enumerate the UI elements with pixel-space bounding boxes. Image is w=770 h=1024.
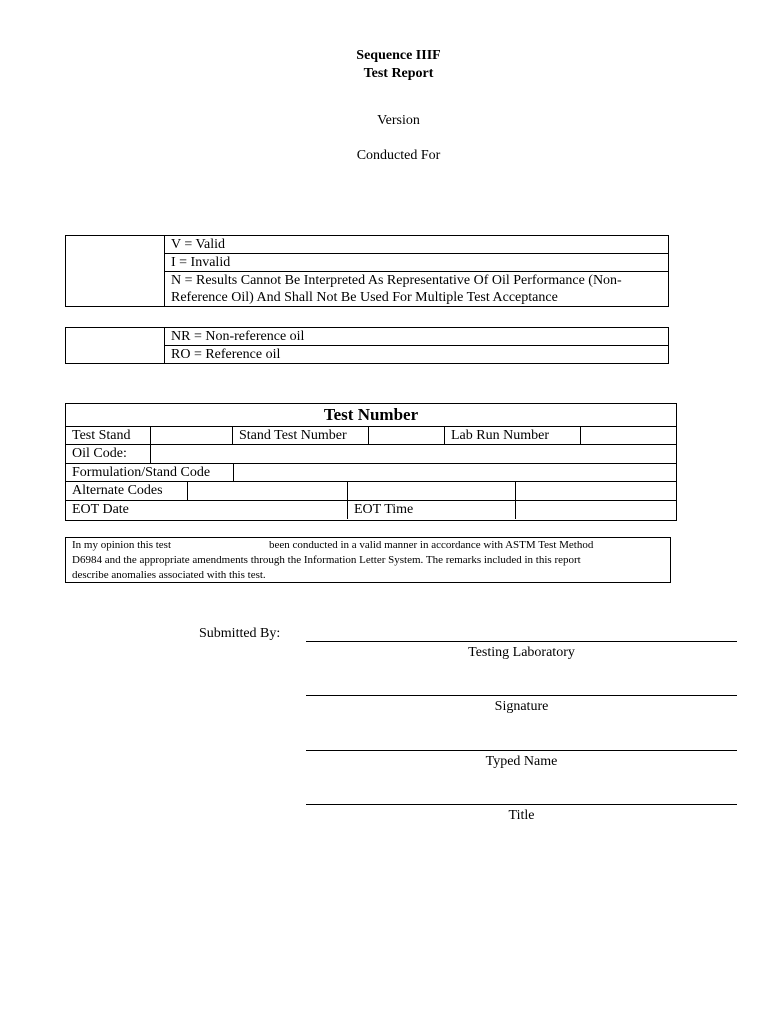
alternate-code-field-2[interactable] xyxy=(347,482,515,500)
eot-row xyxy=(66,500,676,519)
lab-run-number-label: Lab Run Number xyxy=(444,427,580,445)
stand-test-number-label: Stand Test Number xyxy=(232,427,368,445)
alternate-codes-row xyxy=(66,481,676,500)
alternate-codes-label: Alternate Codes xyxy=(72,483,163,498)
oil-type-legend-table xyxy=(65,327,669,364)
test-stand-row xyxy=(66,426,676,445)
formulation-stand-code-label: Formulation/Stand Code xyxy=(72,465,211,480)
testing-laboratory-line[interactable] xyxy=(306,641,737,642)
alternate-code-field-1[interactable] xyxy=(187,482,347,500)
legend-valid: V = Valid xyxy=(165,236,669,254)
typed-name-label: Typed Name xyxy=(485,754,558,769)
legend-non-interpretable xyxy=(165,272,669,307)
legend-blank-cell xyxy=(66,236,165,307)
version-label: Version xyxy=(377,113,420,128)
oil-code-field[interactable] xyxy=(150,445,676,463)
opinion-line3: describe anomalies associated with this test. xyxy=(72,569,266,581)
eot-date-label: EOT Date xyxy=(72,502,129,517)
test-number-heading: Test Number xyxy=(323,405,419,424)
oil-code-label: Oil Code: xyxy=(72,446,127,461)
formulation-stand-code-field[interactable] xyxy=(233,464,676,482)
oil-code-row xyxy=(66,444,676,463)
eot-date-field[interactable] xyxy=(187,501,347,519)
submitted-by-label: Submitted By: xyxy=(199,626,281,641)
opinion-line2: D6984 and the appropriate amendments through the Information Letter System. The remarks included in this report xyxy=(72,554,581,566)
eot-time-label: EOT Time xyxy=(347,501,515,519)
test-number-box xyxy=(65,403,677,521)
conducted-for-label: Conducted For xyxy=(356,148,441,163)
report-title-line1: Sequence IIIF xyxy=(356,48,441,63)
test-stand-field[interactable] xyxy=(150,427,232,445)
title-line[interactable] xyxy=(306,804,737,805)
legend-n-line1: N = Results Cannot Be Interpreted As Representative Of Oil Performance (Non- xyxy=(171,273,622,288)
lab-run-number-field[interactable] xyxy=(580,427,676,445)
stand-test-number-field[interactable] xyxy=(368,427,444,445)
eot-time-field[interactable] xyxy=(515,501,676,519)
testing-laboratory-label: Testing Laboratory xyxy=(468,645,575,660)
legend-blank-cell xyxy=(66,328,165,364)
opinion-statement-box xyxy=(65,537,671,583)
alternate-code-field-3[interactable] xyxy=(515,482,676,500)
signature-label: Signature xyxy=(494,699,549,714)
title-label: Title xyxy=(508,808,535,823)
opinion-line1-start: In my opinion this test xyxy=(72,539,171,551)
opinion-line1-end: been conducted in a valid manner in accordance with ASTM Test Method xyxy=(269,539,594,551)
legend-non-reference-oil: NR = Non-reference oil xyxy=(165,328,669,346)
legend-invalid: I = Invalid xyxy=(165,254,669,272)
report-title-line2: Test Report xyxy=(363,66,434,81)
signature-line[interactable] xyxy=(306,695,737,696)
validity-legend-table xyxy=(65,235,669,307)
legend-n-line2: Reference Oil) And Shall Not Be Used For Multiple Test Acceptance xyxy=(171,290,558,305)
typed-name-line[interactable] xyxy=(306,750,737,751)
test-stand-label: Test Stand xyxy=(72,428,131,443)
legend-reference-oil: RO = Reference oil xyxy=(165,346,669,364)
formulation-row xyxy=(66,463,676,482)
